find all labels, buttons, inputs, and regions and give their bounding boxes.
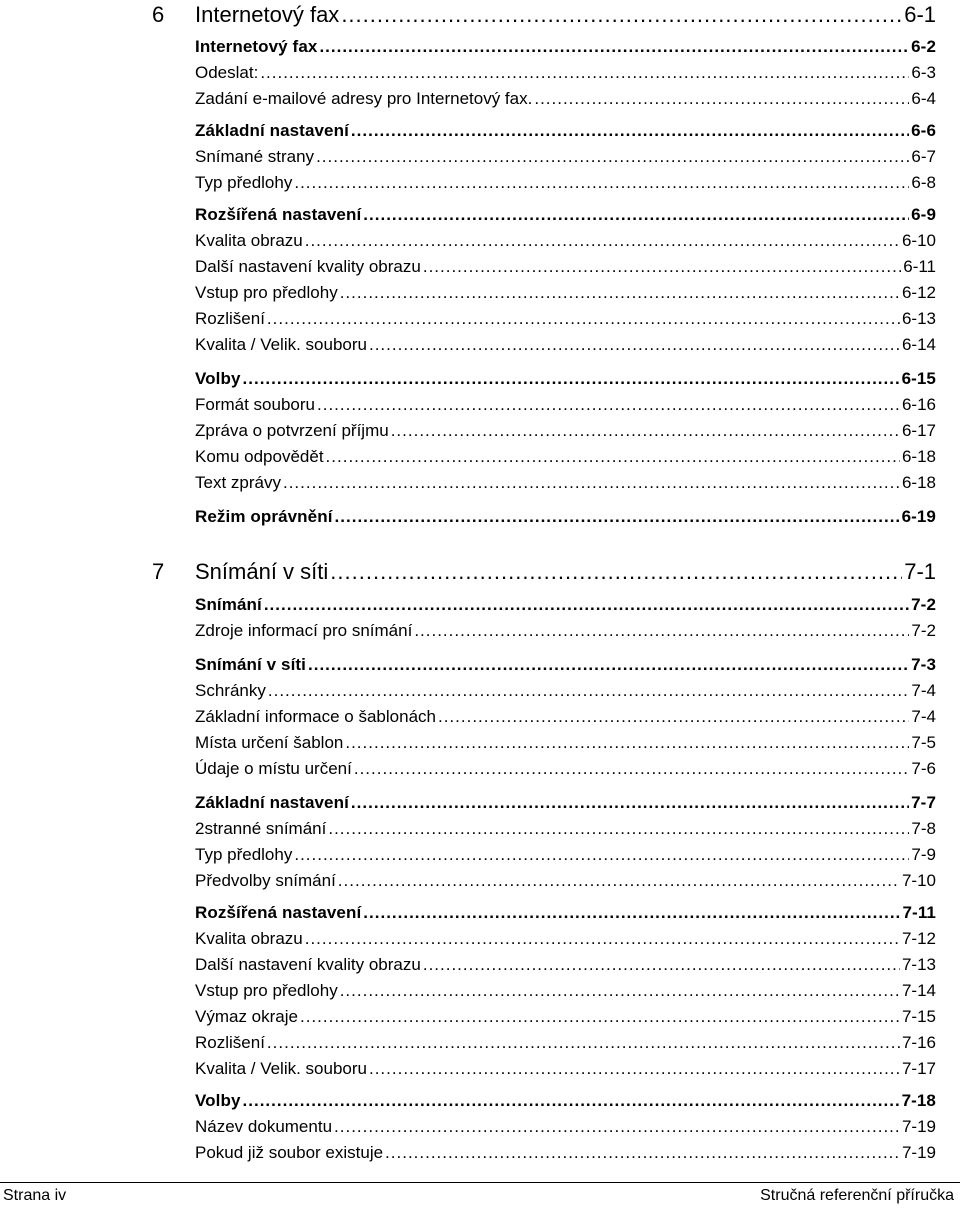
- leader-dots: [268, 678, 910, 704]
- toc-entry-title: Rozšířená nastavení: [195, 903, 362, 922]
- toc-entry-title: Režim oprávnění: [195, 507, 333, 526]
- toc-entry-page-number: 7-4: [911, 681, 936, 700]
- toc-entry-page-number: 6-14: [901, 335, 936, 354]
- leader-dots: [326, 444, 900, 470]
- toc-entry-title: Snímání: [195, 595, 262, 614]
- toc-entry-title: Vstup pro předlohy: [195, 283, 338, 302]
- toc-entry-title: Základní nastavení: [195, 121, 349, 140]
- toc-entry-page-number: 6-16: [901, 395, 936, 414]
- toc-entry-title: Údaje o místu určení: [195, 759, 352, 778]
- toc-entry-page-number: 6-17: [901, 421, 936, 440]
- leader-dots: [351, 118, 909, 144]
- toc-entry-title: Formát souboru: [195, 395, 315, 414]
- toc-entry-title: Kvalita / Velik. souboru: [195, 1059, 367, 1078]
- toc-entry-page-number: 7-8: [911, 819, 936, 838]
- toc-entry[interactable]: [195, 444, 936, 470]
- toc-entry-title: Volby: [195, 369, 241, 388]
- leader-dots: [363, 202, 909, 228]
- leader-dots: [423, 254, 901, 280]
- leader-dots: [340, 978, 900, 1004]
- leader-dots: [316, 144, 909, 170]
- leader-dots: [391, 418, 900, 444]
- toc-entry-page-number: 7-12: [901, 929, 936, 948]
- leader-dots: [345, 730, 909, 756]
- toc-entry-title: Další nastavení kvality obrazu: [195, 955, 421, 974]
- toc-entry-page-number: 7-15: [901, 1007, 936, 1026]
- toc-entry-page-number: 7-14: [901, 981, 936, 1000]
- toc-entry[interactable]: [195, 842, 936, 868]
- toc-entry-title: Rozlišení: [195, 1033, 265, 1052]
- leader-dots: [335, 504, 900, 530]
- toc-entry-title: Kvalita obrazu: [195, 231, 303, 250]
- toc-entry[interactable]: [195, 34, 936, 60]
- toc-entry-title: Snímání v síti: [195, 655, 306, 674]
- toc-entry-title: Kvalita obrazu: [195, 929, 303, 948]
- leader-dots: [294, 170, 909, 196]
- leader-dots: [334, 1114, 900, 1140]
- toc-entry[interactable]: [195, 392, 936, 418]
- toc-entry-page-number: 7-13: [901, 955, 936, 974]
- toc-entry[interactable]: [195, 952, 936, 978]
- leader-dots: [243, 1088, 900, 1114]
- leader-dots: [319, 34, 909, 60]
- toc-entry[interactable]: [195, 868, 936, 894]
- footer-page-label: Strana iv: [3, 1187, 67, 1204]
- leader-dots: [294, 842, 909, 868]
- toc-entry-page-number: 7-4: [911, 707, 936, 726]
- leader-dots: [283, 470, 900, 496]
- toc-entry-title: Typ předlohy: [195, 845, 293, 864]
- toc-entry-page-number: 7-19: [901, 1143, 936, 1162]
- toc-entry[interactable]: [195, 678, 936, 704]
- toc-entry-title: Text zprávy: [195, 473, 281, 492]
- toc-entry-title: Název dokumentu: [195, 1117, 333, 1136]
- toc-entry-title: Schránky: [195, 681, 266, 700]
- toc-entry[interactable]: [195, 1140, 936, 1166]
- leader-dots: [369, 332, 900, 358]
- toc-entry-title: Další nastavení kvality obrazu: [195, 257, 421, 276]
- toc-entry-title: Vstup pro předlohy: [195, 981, 338, 1000]
- leader-dots: [363, 900, 900, 926]
- leader-dots: [305, 926, 900, 952]
- leader-dots: [534, 86, 909, 112]
- toc-entry-page-number: 6-9: [911, 205, 936, 224]
- leader-dots: [369, 1056, 900, 1082]
- toc-entry-page-number: 7-11: [902, 903, 936, 922]
- toc-entry-page-number: 6-4: [911, 89, 936, 108]
- toc-entry-title: Odeslat:: [195, 63, 259, 82]
- toc-entry[interactable]: [195, 652, 936, 678]
- footer-document-title: Stručná referenční příručka: [760, 1187, 954, 1204]
- toc-entry-title: Základní nastavení: [195, 793, 349, 812]
- toc-entry-title: Kvalita / Velik. souboru: [195, 335, 367, 354]
- toc-entry[interactable]: [195, 470, 936, 496]
- leader-dots: [423, 952, 900, 978]
- toc-entry-title: 2stranné snímání: [195, 819, 327, 838]
- leader-dots: [385, 1140, 900, 1166]
- toc-entry[interactable]: [195, 704, 936, 730]
- toc-entry[interactable]: [195, 280, 936, 306]
- leader-dots: [305, 228, 900, 254]
- toc-entry-title: Typ předlohy: [195, 173, 293, 192]
- toc-entry[interactable]: [195, 816, 936, 842]
- leader-dots: [354, 756, 910, 782]
- toc-entry[interactable]: [195, 504, 936, 530]
- toc-entry-page-number: 6-18: [901, 473, 936, 492]
- toc-entry-title: Volby: [195, 1091, 241, 1110]
- toc-entry-title: Rozšířená nastavení: [195, 205, 362, 224]
- toc-entry-page-number: 7-18: [901, 1091, 936, 1110]
- toc-entry[interactable]: [195, 170, 936, 196]
- leader-dots: [414, 618, 909, 644]
- toc-entry-page-number: 6-3: [911, 63, 936, 82]
- toc-entry-title: Komu odpovědět: [195, 447, 324, 466]
- chapter-number: 7: [152, 559, 165, 584]
- toc-entry[interactable]: [195, 1004, 936, 1030]
- toc-entry-title: Zdroje informací pro snímání: [195, 621, 413, 640]
- footer-divider: [0, 1182, 960, 1183]
- toc-entry-page-number: 7-6: [911, 759, 936, 778]
- toc-entry[interactable]: [195, 144, 936, 170]
- toc-entry-title: Pokud již soubor existuje: [195, 1143, 384, 1162]
- toc-entry-page-number: 6-7: [911, 147, 936, 166]
- chapter-heading[interactable]: [0, 0, 960, 30]
- toc-entry-title: Rozlišení: [195, 309, 265, 328]
- toc-entry[interactable]: [195, 790, 936, 816]
- toc-entry-page-number: 6-8: [911, 173, 936, 192]
- leader-dots: [351, 790, 909, 816]
- toc-entry[interactable]: [195, 418, 936, 444]
- toc-entry-title: Zpráva o potvrzení příjmu: [195, 421, 389, 440]
- toc-entry[interactable]: [195, 228, 936, 254]
- toc-entry[interactable]: [195, 1056, 936, 1082]
- leader-dots: [264, 592, 909, 618]
- toc-entry-page-number: 6-19: [901, 507, 936, 526]
- toc-entry[interactable]: [195, 926, 936, 952]
- toc-entry-page-number: 7-17: [901, 1059, 936, 1078]
- leader-dots: [338, 868, 900, 894]
- toc-entry[interactable]: [195, 756, 936, 782]
- chapter-title: Snímání v síti: [195, 559, 329, 584]
- toc-entry-page-number: 7-10: [901, 871, 936, 890]
- leader-dots: [300, 1004, 900, 1030]
- leader-dots: [243, 366, 900, 392]
- toc-entry-page-number: 7-5: [911, 733, 936, 752]
- toc-entry[interactable]: [195, 60, 936, 86]
- toc-entry[interactable]: [195, 254, 936, 280]
- toc-entry[interactable]: [195, 306, 936, 332]
- toc-entry-title: Snímané strany: [195, 147, 315, 166]
- toc-entry-page-number: 6-11: [903, 257, 936, 276]
- toc-entry-title: Výmaz okraje: [195, 1007, 298, 1026]
- toc-entry-page-number: 7-2: [911, 621, 936, 640]
- toc-entry-title: Zadání e-mailové adresy pro Internetový fax.: [195, 89, 533, 108]
- toc-entry-page-number: 7-3: [911, 655, 936, 674]
- leader-dots: [330, 557, 902, 587]
- chapter-heading[interactable]: [0, 557, 960, 587]
- toc-entry-page-number: 6-6: [911, 121, 936, 140]
- toc-entry-page-number: 7-9: [911, 845, 936, 864]
- toc-entry[interactable]: [195, 1114, 936, 1140]
- toc-entry[interactable]: [195, 730, 936, 756]
- toc-entry-title: Předvolby snímání: [195, 871, 336, 890]
- leader-dots: [341, 0, 902, 30]
- toc-entry[interactable]: [195, 618, 936, 644]
- toc-entry-page-number: 6-15: [901, 369, 936, 388]
- toc-entry-page-number: 7-2: [911, 595, 936, 614]
- toc-entry[interactable]: [195, 900, 936, 926]
- leader-dots: [260, 60, 909, 86]
- toc-entry[interactable]: [195, 978, 936, 1004]
- chapter-number: 6: [152, 2, 165, 27]
- toc-entry[interactable]: [195, 86, 936, 112]
- leader-dots: [308, 652, 909, 678]
- toc-entry[interactable]: [195, 202, 936, 228]
- toc-entry-title: Internetový fax: [195, 37, 318, 56]
- leader-dots: [328, 816, 909, 842]
- toc-entry[interactable]: [195, 1030, 936, 1056]
- chapter-page-number: 7-1: [904, 559, 936, 584]
- toc-entry-page-number: 6-10: [901, 231, 936, 250]
- toc-entry[interactable]: [195, 366, 936, 392]
- toc-entry-title: Místa určení šablon: [195, 733, 344, 752]
- toc-entry[interactable]: [195, 332, 936, 358]
- leader-dots: [267, 306, 900, 332]
- chapter-page-number: 6-1: [904, 2, 936, 27]
- toc-entry-page-number: 7-16: [901, 1033, 936, 1052]
- toc-entry-page-number: 6-18: [901, 447, 936, 466]
- toc-entry-page-number: 6-2: [911, 37, 936, 56]
- leader-dots: [438, 704, 909, 730]
- toc-entry-page-number: 6-13: [901, 309, 936, 328]
- toc-entry-page-number: 7-7: [911, 793, 936, 812]
- toc-entry-page-number: 7-19: [901, 1117, 936, 1136]
- toc-entry-page-number: 6-12: [901, 283, 936, 302]
- leader-dots: [317, 392, 900, 418]
- chapter-title: Internetový fax: [195, 2, 340, 27]
- toc-entry[interactable]: [195, 592, 936, 618]
- leader-dots: [340, 280, 900, 306]
- toc-entry[interactable]: [195, 118, 936, 144]
- toc-entry-title: Základní informace o šablonách: [195, 707, 436, 726]
- toc-entry[interactable]: [195, 1088, 936, 1114]
- leader-dots: [267, 1030, 900, 1056]
